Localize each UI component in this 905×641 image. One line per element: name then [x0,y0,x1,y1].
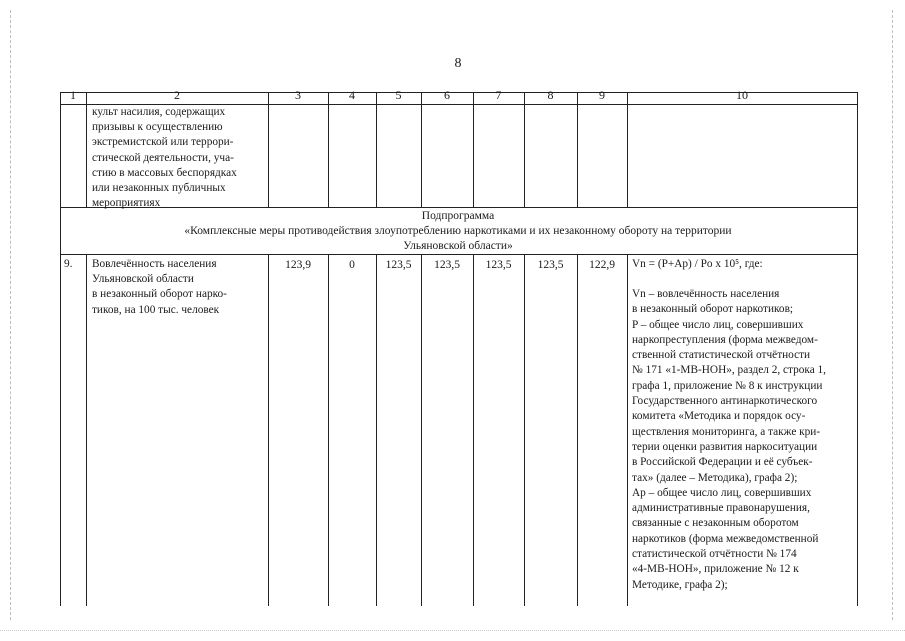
text-line: комитета «Методика и порядок осу- [632,410,806,423]
text-line: № 171 «1-МВ-НОН», раздел 2, строка 1, [632,364,826,377]
col-border [857,92,858,606]
calculation-formula: Vn = (P+Ap) / Po x 10⁵, где: [632,258,763,270]
col-border [473,254,474,606]
column-header: 6 [444,88,450,102]
text-line: Vn – вовлечённость населения [632,288,780,300]
col-border [328,254,329,606]
text-line: экстремистской или террори- [92,136,234,149]
page-number: 8 [454,56,462,71]
subprogram-name: «Комплексные меры противодействия злоупотреблению наркотиками и их незаконному обороту на территории [184,225,732,238]
col-border [376,92,377,207]
text-line: ществления мониторинга, а также кри- [632,425,821,438]
scan-margin-rule-right [892,10,893,620]
text-line: статистической отчётности № 174 [632,548,797,561]
col-border [627,92,628,207]
column-header: 5 [395,88,402,102]
column-header: 1 [70,88,76,102]
col-border [328,92,329,207]
continued-indicator-text [92,105,264,211]
value-col8: 123,5 [537,259,564,271]
text-line: или незаконных публичных [92,182,226,195]
text-line: графа 1, приложение № 8 к инструкции [632,379,823,392]
text-line: стию в массовых беспорядках [92,166,237,179]
text-line: P – общее число лиц, совершивших [632,318,804,331]
text-line: в Российской Федерации и её субъек- [632,456,813,469]
text-line: стической деятельности, уча- [92,151,234,164]
text-line: наркотиков (форма межведомственной [632,532,819,545]
col-border [421,254,422,606]
scan-margin-rule-left [10,10,11,620]
text-line: Вовлечённость населения [92,258,217,270]
col-border [268,254,269,606]
value-col9: 122,9 [589,259,615,271]
value-col3: 123,9 [285,259,311,271]
text-line: административные правонарушения, [632,502,810,515]
text-line: «4-МВ-НОН», приложение № 12 к [632,563,799,576]
col-border [60,92,61,606]
text-line: терии оценки развития наркоситуации [632,440,818,453]
value-col4: 0 [349,259,355,271]
text-line: Ульяновской области [92,273,194,286]
subprogram-label: Подпрограмма [421,210,495,222]
column-header: 3 [295,88,301,102]
column-header: 9 [599,88,605,102]
column-header: 2 [174,88,180,102]
col-border [524,92,525,207]
text-line: Ap – общее число лиц, совершивших [632,486,812,499]
value-col7: 123,5 [485,259,512,271]
col-border [627,254,628,606]
text-line: связанные с незаконным оборотом [632,517,799,530]
value-col6: 123,5 [434,259,460,271]
text-line: мероприятиях [92,197,161,210]
subprogram-heading [60,209,856,255]
text-line: призывы к осуществлению [92,121,223,134]
column-header: 8 [547,88,554,102]
col-border [86,92,87,207]
col-border [577,92,578,207]
col-border [473,92,474,207]
text-line: Методике, графа 2); [632,578,728,591]
col-border [421,92,422,207]
column-header: 7 [495,88,502,102]
col-border [86,254,87,606]
column-header: 4 [349,88,355,102]
text-line: тах» (далее – Методика), графа 2); [632,471,798,484]
text-line: в незаконный оборот наркотиков; [632,303,794,316]
text-line: тиков, на 100 тыс. человек [92,303,220,316]
col-border [268,92,269,207]
indicator-name [92,257,264,318]
text-line: Государственного антинаркотического [632,395,818,408]
col-border [577,254,578,606]
row-number: 9. [64,258,73,270]
value-col5: 123,5 [385,259,412,271]
subprogram-name-cont: Ульяновской области» [403,240,513,253]
text-line: наркопреступления (форма межведом- [632,333,818,346]
column-header: 10 [736,88,748,102]
calculation-method [632,287,852,593]
text-line: культ насилия, содержащих [92,106,226,118]
col-border [376,254,377,606]
text-line: ственной статистической отчётности [632,349,811,362]
text-line: в незаконный оборот нарко- [92,288,227,301]
scan-bottom-edge [0,630,905,641]
col-border [524,254,525,606]
